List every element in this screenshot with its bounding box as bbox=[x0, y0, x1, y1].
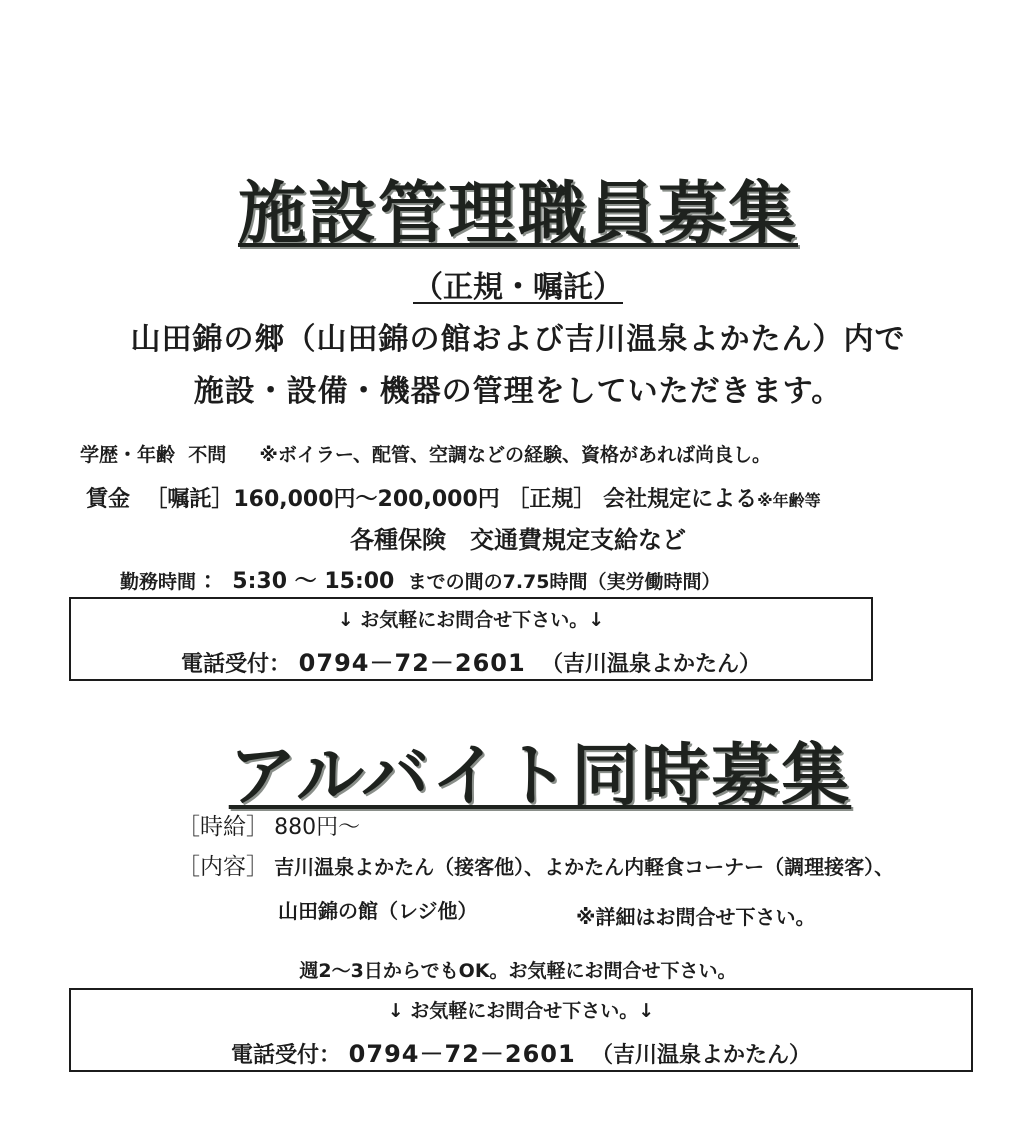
contact-box-parttime bbox=[69, 988, 973, 1072]
phone-line bbox=[71, 1034, 971, 1069]
contact-note: ↓ お気軽にお問合せ下さい。↓ bbox=[337, 609, 605, 631]
phone-line bbox=[71, 643, 871, 678]
main-title: 施設管理職員募集 bbox=[237, 175, 798, 254]
schedule-line: 週2～3日からでもOK。お気軽にお問合せ下さい。 bbox=[299, 960, 737, 982]
qualification-value: 不問 bbox=[188, 444, 227, 466]
phone-label: 電話受付： bbox=[180, 652, 291, 677]
phone-number[interactable]: 0794－72－2601 bbox=[348, 1040, 576, 1068]
phone-place: （吉川温泉よかたん） bbox=[541, 652, 762, 677]
wage-note: ※年齢等 bbox=[757, 491, 821, 510]
hourly-wage-row bbox=[177, 808, 360, 841]
qualification-label: 学歴・年齢 bbox=[80, 444, 176, 466]
phone-label: 電話受付： bbox=[230, 1043, 341, 1068]
hourly-label: ［時給］ bbox=[177, 814, 269, 840]
content-line1: 吉川温泉よかたん（接客他）、よかたん内軽食コーナー（調理接客）、 bbox=[274, 855, 895, 879]
benefits-line: 各種保険 交通費規定支給など bbox=[350, 526, 686, 554]
contact-note: ↓ お気軽にお問合せ下さい。↓ bbox=[387, 1000, 655, 1022]
hours-label: 勤務時間 bbox=[120, 571, 197, 593]
wage-detail: ［嘱託］160,000円～200,000円 ［正規］ 会社規定による bbox=[145, 487, 758, 512]
job-description-line: 施設・設備・機器の管理をしていただきます。 bbox=[193, 374, 843, 409]
phone-place: （吉川温泉よかたん） bbox=[591, 1043, 812, 1068]
working-hours-row bbox=[120, 564, 721, 595]
content-note: ※詳細はお問合せ下さい。 bbox=[576, 905, 816, 929]
qualification-row bbox=[80, 440, 771, 467]
wage-row bbox=[86, 482, 821, 513]
qualification-note: ※ボイラー、配管、空調などの経験、資格があれば尚良し。 bbox=[259, 444, 772, 466]
contact-box-fulltime bbox=[69, 597, 873, 681]
content-line2: 山田錦の館（レジ他） bbox=[278, 899, 478, 923]
phone-number[interactable]: 0794－72－2601 bbox=[298, 649, 526, 677]
wage-label: 賃金 bbox=[86, 487, 131, 512]
parttime-title: アルバイト同時募集 bbox=[228, 737, 852, 816]
job-content-row bbox=[177, 848, 894, 881]
hourly-value: 880円～ bbox=[274, 815, 361, 840]
employment-type-subtitle: （正規・嘱託） bbox=[413, 270, 623, 305]
work-location-line: 山田錦の郷（山田錦の館および吉川温泉よかたん）内で bbox=[130, 322, 906, 357]
hours-note: までの間の7.75時間（実労働時間） bbox=[407, 571, 721, 593]
hours-value: ： 5:30 ～ 15:00 bbox=[202, 569, 395, 594]
content-label: ［内容］ bbox=[177, 854, 269, 880]
